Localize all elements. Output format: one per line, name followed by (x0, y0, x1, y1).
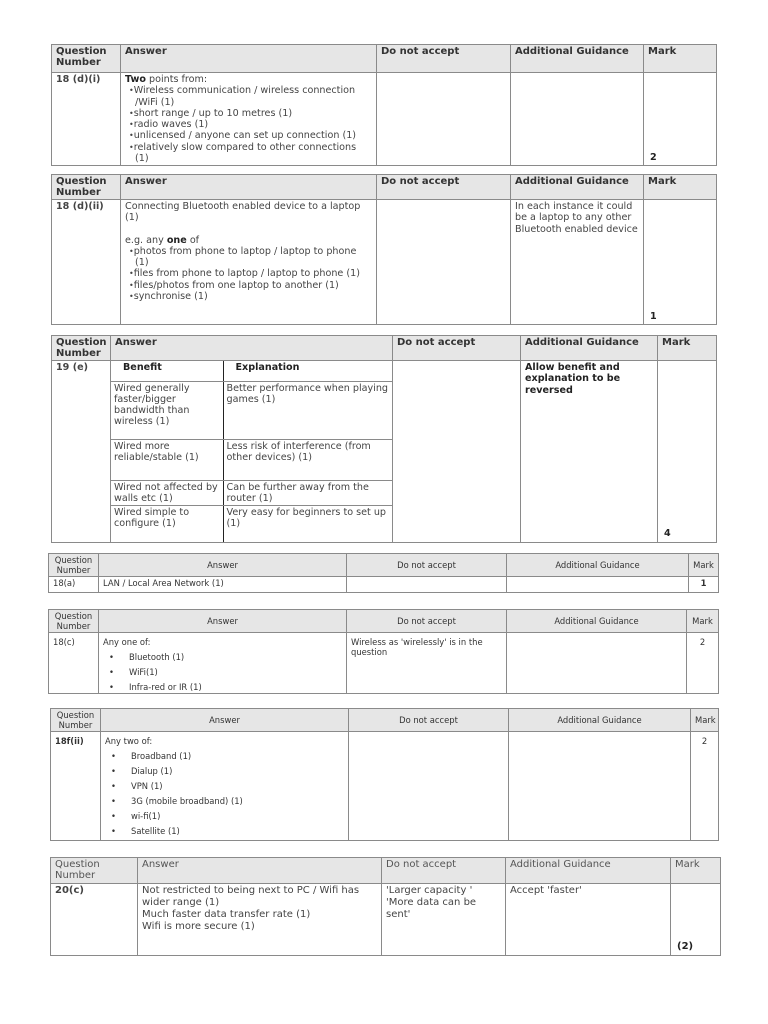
mark-value: 4 (664, 528, 671, 540)
mark-cell (644, 73, 717, 166)
answer-item: • Bluetooth (1) (129, 652, 342, 662)
header-guidance: Additional Guidance (511, 45, 644, 73)
mark-cell (658, 361, 717, 543)
do-not-accept-cell (377, 200, 511, 325)
mark-table-20c (50, 857, 721, 956)
header-answer: Answer (101, 709, 349, 732)
header-question-number: Question Number (51, 709, 101, 732)
do-not-accept-cell (393, 361, 521, 543)
answer-item: • Dialup (1) (131, 766, 344, 776)
answer-cell: LAN / Local Area Network (1) (99, 577, 347, 593)
answer-item: • synchronise (1) (125, 291, 372, 302)
benefit: Wired not affected by walls etc (1) (111, 480, 223, 506)
header-guidance: Additional Guidance (507, 554, 689, 577)
answer-cell (111, 361, 393, 543)
header-question-number: Question Number (51, 858, 138, 884)
header-do-not-accept: Do not accept (393, 336, 521, 361)
benefit: Wired more reliable/stable (1) (111, 439, 223, 480)
question-number: 18(a) (49, 577, 99, 593)
answer-cell (99, 633, 347, 694)
answer-item: • wi-fi(1) (131, 811, 344, 821)
answer-line: Connecting Bluetooth enabled device to a laptop (1) (125, 201, 361, 224)
answer-line: Not restricted to being next to PC / Wifi has wider range (1) (142, 885, 360, 908)
mark-table-18di (51, 44, 717, 166)
question-number: 18 (d)(i) (52, 73, 121, 166)
answer-cell (121, 73, 377, 166)
header-benefit: Benefit (111, 361, 223, 381)
guidance-cell (509, 732, 691, 841)
mark-value: (2) (677, 941, 694, 952)
guidance-cell (507, 577, 689, 593)
answer-intro-end: of (186, 234, 200, 246)
answer-item: • Satellite (1) (131, 826, 344, 836)
header-answer: Answer (121, 45, 377, 73)
header-mark: Mark (689, 554, 719, 577)
header-answer: Answer (138, 858, 382, 884)
header-do-not-accept: Do not accept (347, 554, 507, 577)
header-guidance: Additional Guidance (509, 709, 691, 732)
answer-item: • relatively slow compared to other connections (1) (125, 142, 372, 165)
header-guidance: Additional Guidance (507, 610, 687, 633)
header-question-number: Question Number (52, 175, 121, 200)
mark-value: 1 (650, 310, 657, 322)
header-guidance: Additional Guidance (511, 175, 644, 200)
do-not-accept-cell: Wireless as 'wirelessly' is in the question (347, 633, 507, 694)
answer-cell (101, 732, 349, 841)
mark-cell (671, 884, 721, 956)
header-mark: Mark (687, 610, 719, 633)
answer-item: • short range / up to 10 metres (1) (125, 108, 372, 119)
answer-intro: points from: (145, 74, 208, 85)
answer-intro: e.g. any (125, 234, 167, 246)
mark-table-18dii (51, 174, 717, 325)
answer-intro: Any two of: (105, 736, 153, 746)
question-number: 18 (d)(ii) (52, 200, 121, 325)
header-mark: Mark (658, 336, 717, 361)
answer-item: • files from phone to laptop / laptop to phone (1) (125, 268, 372, 279)
header-mark: Mark (671, 858, 721, 884)
guidance-cell (507, 633, 687, 694)
guidance-cell: Allow benefit and explanation to be reversed (521, 361, 658, 543)
header-answer: Answer (121, 175, 377, 200)
answer-item: • Wireless communication / wireless connection /WiFi (1) (125, 85, 372, 108)
answer-item: • files/photos from one laptop to another (1) (125, 280, 372, 291)
answer-cell (121, 200, 377, 325)
guidance-cell: In each instance it could be a laptop to any other Bluetooth enabled device (511, 200, 644, 325)
mark-value: 2 (687, 633, 719, 694)
do-not-accept-cell (349, 732, 509, 841)
do-not-accept-cell: 'Larger capacity ' 'More data can be sent' (382, 884, 506, 956)
answer-item: • Infra-red or IR (1) (129, 682, 342, 692)
header-mark: Mark (644, 45, 717, 73)
question-number: 19 (e) (52, 361, 111, 543)
mark-table-18c (48, 609, 719, 694)
answer-item: • VPN (1) (131, 781, 344, 791)
header-guidance: Additional Guidance (521, 336, 658, 361)
header-do-not-accept: Do not accept (382, 858, 506, 884)
answer-item: • 3G (mobile broadband) (1) (131, 796, 344, 806)
answer-item: • radio waves (1) (125, 119, 372, 130)
mark-value: 2 (691, 732, 719, 841)
answer-item: • WiFi(1) (129, 667, 342, 677)
do-not-accept-cell (377, 73, 511, 166)
do-not-accept-cell (347, 577, 507, 593)
emphasis: one (166, 234, 187, 246)
header-question-number: Question Number (49, 554, 99, 577)
header-answer: Answer (111, 336, 393, 361)
mark-table-18a (48, 553, 719, 593)
explanation: Can be further away from the router (1) (223, 480, 392, 506)
mark-value: 1 (689, 577, 719, 593)
question-number: 20(c) (51, 884, 138, 956)
mark-table-18fii (50, 708, 719, 841)
header-mark: Mark (644, 175, 717, 200)
header-do-not-accept: Do not accept (349, 709, 509, 732)
explanation: Very easy for beginners to set up (1) (223, 506, 392, 542)
question-number: 18f(ii) (51, 732, 101, 841)
benefit-explanation-table (111, 361, 392, 542)
question-number: 18(c) (49, 633, 99, 694)
header-do-not-accept: Do not accept (377, 175, 511, 200)
header-explanation: Explanation (223, 361, 392, 381)
answer-cell (138, 884, 382, 956)
header-question-number: Question Number (49, 610, 99, 633)
answer-intro: Any one of: (103, 637, 151, 647)
mark-table-19e (51, 335, 717, 543)
header-answer: Answer (99, 554, 347, 577)
answer-item: • unlicensed / anyone can set up connection (1) (125, 130, 372, 141)
answer-item: • photos from phone to laptop / laptop to phone (1) (125, 246, 372, 269)
answer-line: Much faster data transfer rate (1) (142, 909, 311, 920)
header-question-number: Question Number (52, 336, 111, 361)
mark-value: 2 (650, 152, 657, 164)
header-do-not-accept: Do not accept (347, 610, 507, 633)
explanation: Less risk of interference (from other devices) (1) (223, 439, 392, 480)
header-question-number: Question Number (52, 45, 121, 73)
header-answer: Answer (99, 610, 347, 633)
guidance-cell: Accept 'faster' (506, 884, 671, 956)
answer-item: • Broadband (1) (131, 751, 344, 761)
header-do-not-accept: Do not accept (377, 45, 511, 73)
answer-line: Wifi is more secure (1) (142, 921, 255, 932)
mark-cell (644, 200, 717, 325)
emphasis: Two (125, 74, 146, 85)
benefit: Wired generally faster/bigger bandwidth than wireless (1) (111, 381, 223, 439)
benefit: Wired simple to configure (1) (114, 507, 190, 530)
guidance-cell (511, 73, 644, 166)
header-guidance: Additional Guidance (506, 858, 671, 884)
explanation: Better performance when playing games (1) (223, 381, 392, 439)
header-mark: Mark (691, 709, 719, 732)
